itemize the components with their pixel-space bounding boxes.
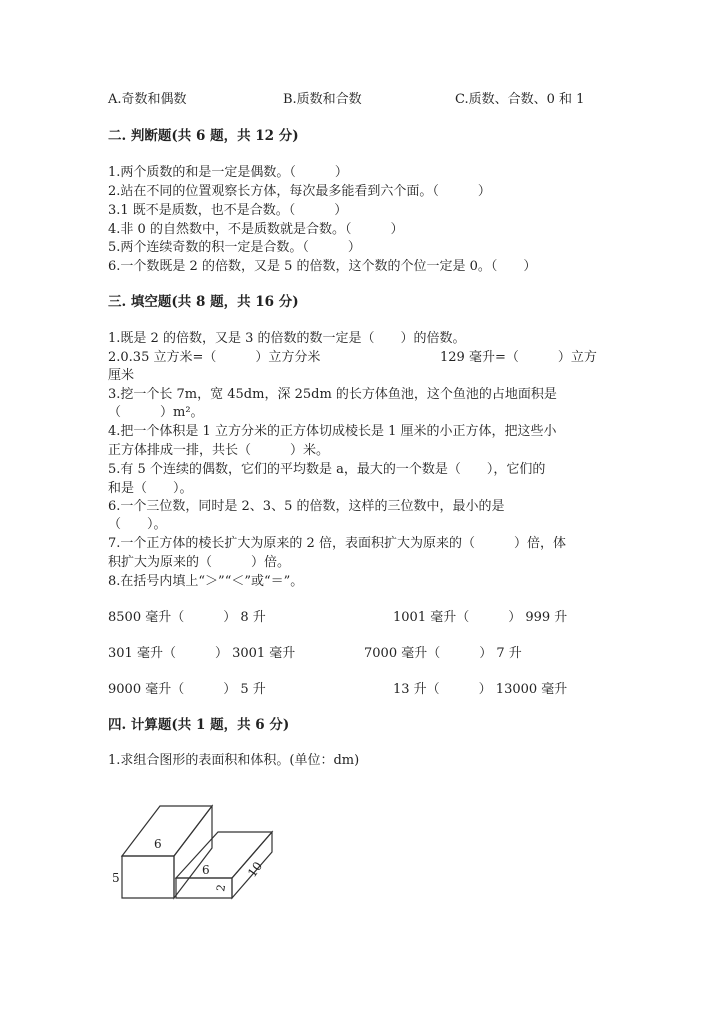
section-2-title: 二. 判断题(共 6 题，共 12 分) (108, 128, 299, 144)
fill-item-3: 3.挖一个长 7m，宽 45dm，深 25dm 的长方体鱼池，这个鱼池的占地面积是 (108, 387, 557, 402)
compare-2-right: 7000 毫升（ ） 7 升 (364, 646, 522, 661)
figure-label-bottom-length: 6 (202, 863, 210, 877)
compare-2-left: 301 毫升（ ） 3001 毫升 (108, 646, 296, 661)
fill-item-4: 4.把一个体积是 1 立方分米的正方体切成棱长是 1 厘米的小正方体，把这些小 (108, 424, 557, 439)
fill-item-2-right: 129 毫升=（ ）立方 (440, 350, 597, 365)
judge-item-3: 3.1 既不是质数，也不是合数。（ ） (108, 203, 348, 218)
fill-item-4-cont: 正方体排成一排，共长（ ）米。 (108, 443, 330, 458)
judge-item-4: 4.非 0 的自然数中，不是质数就是合数。（ ） (108, 222, 404, 237)
composite-solid-figure (108, 792, 278, 904)
compare-1-left: 8500 毫升（ ） 8 升 (108, 610, 266, 625)
compare-3-right: 13 升（ ） 13000 毫升 (393, 682, 568, 697)
fill-item-7: 7.一个正方体的棱长扩大为原来的 2 倍，表面积扩大为原来的（ ）倍，体 (108, 536, 566, 551)
fill-item-2-left: 2.0.35 立方米=（ ）立方分米 (108, 350, 321, 365)
judge-item-6: 6.一个数既是 2 的倍数，又是 5 的倍数，这个数的个位一定是 0。（ ） (108, 259, 537, 274)
section-3-title: 三. 填空题(共 8 题，共 16 分) (108, 294, 299, 310)
fill-item-3-cont: （ ）m²。 (108, 405, 204, 420)
fill-item-6: 6.一个三位数，同时是 2、3、5 的倍数，这样的三位数中，最小的是 (108, 499, 505, 514)
fill-item-2-cont: 厘米 (108, 368, 135, 383)
judge-item-5: 5.两个连续奇数的积一定是合数。（ ） (108, 240, 361, 255)
fill-item-8: 8.在括号内填上“＞”“＜”或“＝”。 (108, 574, 304, 589)
option-b: B.质数和合数 (283, 92, 362, 107)
figure-label-top-length: 6 (154, 837, 162, 851)
section-4-title: 四. 计算题(共 1 题，共 6 分) (108, 717, 290, 733)
fill-item-5: 5.有 5 个连续的偶数，它们的平均数是 a，最大的一个数是（ ），它们的 (108, 462, 546, 477)
fill-item-1: 1.既是 2 的倍数，又是 3 的倍数的数一定是（ ）的倍数。 (108, 331, 466, 346)
compare-3-left: 9000 毫升（ ） 5 升 (108, 682, 266, 697)
figure-label-small-height: 2 (214, 883, 229, 893)
compare-1-right: 1001 毫升（ ） 999 升 (393, 610, 568, 625)
option-c: C.质数、合数、0 和 1 (455, 92, 585, 107)
option-a: A.奇数和偶数 (108, 92, 187, 107)
calc-item-1: 1.求组合图形的表面积和体积。(单位：dm) (108, 753, 360, 768)
judge-item-2: 2.站在不同的位置观察长方体，每次最多能看到六个面。（ ） (108, 184, 491, 199)
figure-label-height: 5 (112, 871, 120, 885)
judge-item-1: 1.两个质数的和是一定是偶数。（ ） (108, 165, 348, 180)
fill-item-7-cont: 积扩大为原来的（ ）倍。 (108, 555, 291, 570)
fill-item-5-cont: 和是（ ）。 (108, 481, 193, 496)
fill-item-6-cont: （ ）。 (108, 517, 167, 532)
figure-label-depth: 10 (244, 859, 266, 880)
